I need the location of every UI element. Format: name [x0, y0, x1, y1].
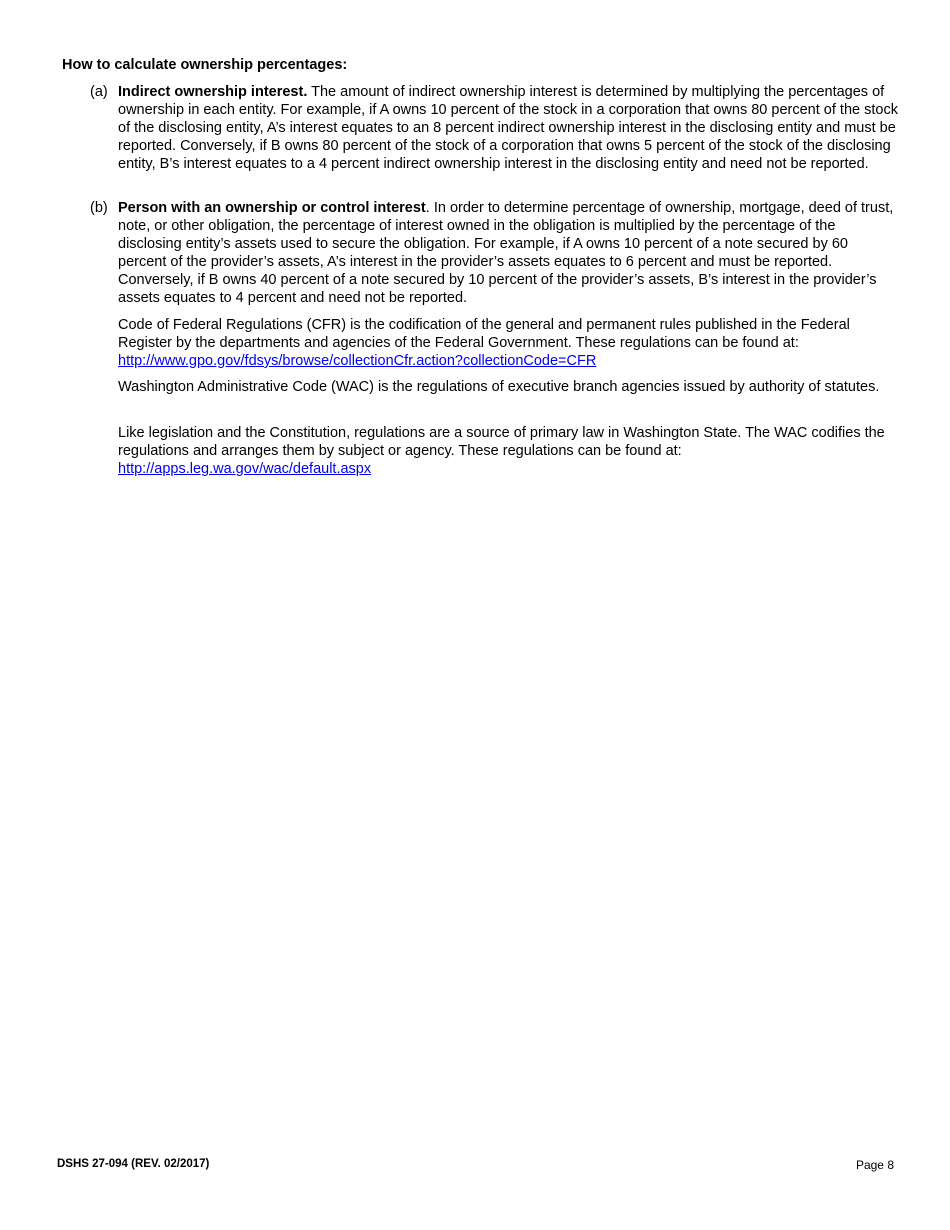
list-item-a	[90, 83, 898, 173]
wac-paragraph	[118, 378, 898, 396]
wac-text: Washington Administrative Code (WAC) is the regulations of executive branch agencies issued by authority of statutes.	[118, 379, 880, 395]
list-item-b	[90, 199, 898, 307]
page-number: Page 8	[855, 1158, 894, 1172]
cfr-paragraph	[118, 316, 898, 370]
item-title: Indirect ownership interest.	[118, 84, 308, 100]
cfr-link[interactable]: http://www.gpo.gov/fdsys/browse/collectionCfr.action?collectionCode=CFR	[118, 353, 597, 369]
form-id: DSHS 27-094 (REV. 02/2017)	[57, 1158, 210, 1170]
item-text	[118, 83, 898, 173]
page-heading: How to calculate ownership percentages:	[62, 57, 348, 73]
item-title: Person with an ownership or control interest	[118, 200, 426, 216]
wac-link[interactable]: http://apps.leg.wa.gov/wac/default.aspx	[118, 461, 372, 477]
cfr-text: Code of Federal Regulations (CFR) is the codification of the general and permanent rules published in the Federal Register by the departments and agencies of the Federal Government. These regulations can be found at:	[118, 317, 850, 351]
legislation-text: Like legislation and the Constitution, regulations are a source of primary law in Washington State. The WAC codifies the regulations and arranges them by subject or agency. These regulations can be found at:	[118, 425, 885, 459]
item-marker: (a)	[90, 84, 108, 100]
item-marker: (b)	[90, 200, 108, 216]
item-text	[118, 199, 898, 307]
item-body: . In order to determine percentage of ownership, mortgage, deed of trust, note, or other obligation, the percentage of interest owned in the obligation is multiplied by the percentage of the disclosing entity’s assets used to secure the obligation. For example, if A owns 10 percent of a note secured by 60 percent of the provider’s assets, A’s interest in the provider’s assets equates to 6 percent and must be reported. Conversely, if B owns 40 percent of a note secured by 10 percent of the provider’s assets, B’s interest in the provider’s assets equates to 4 percent and need not be reported.	[118, 200, 894, 306]
legislation-paragraph	[118, 424, 898, 478]
item-body: The amount of indirect ownership interest is determined by multiplying the percentages of ownership in each entity. For example, if A owns 10 percent of the stock in a corporation that owns 80 percent of the stock of the disclosing entity, A’s interest equates to an 8 percent indirect ownership interest in the disclosing entity and must be reported. Conversely, if B owns 80 percent of the stock of a corporation that owns 5 percent of the stock of the disclosing entity, B’s interest equates to a 4 percent indirect ownership interest in the disclosing entity and need not be reported.	[118, 84, 898, 172]
